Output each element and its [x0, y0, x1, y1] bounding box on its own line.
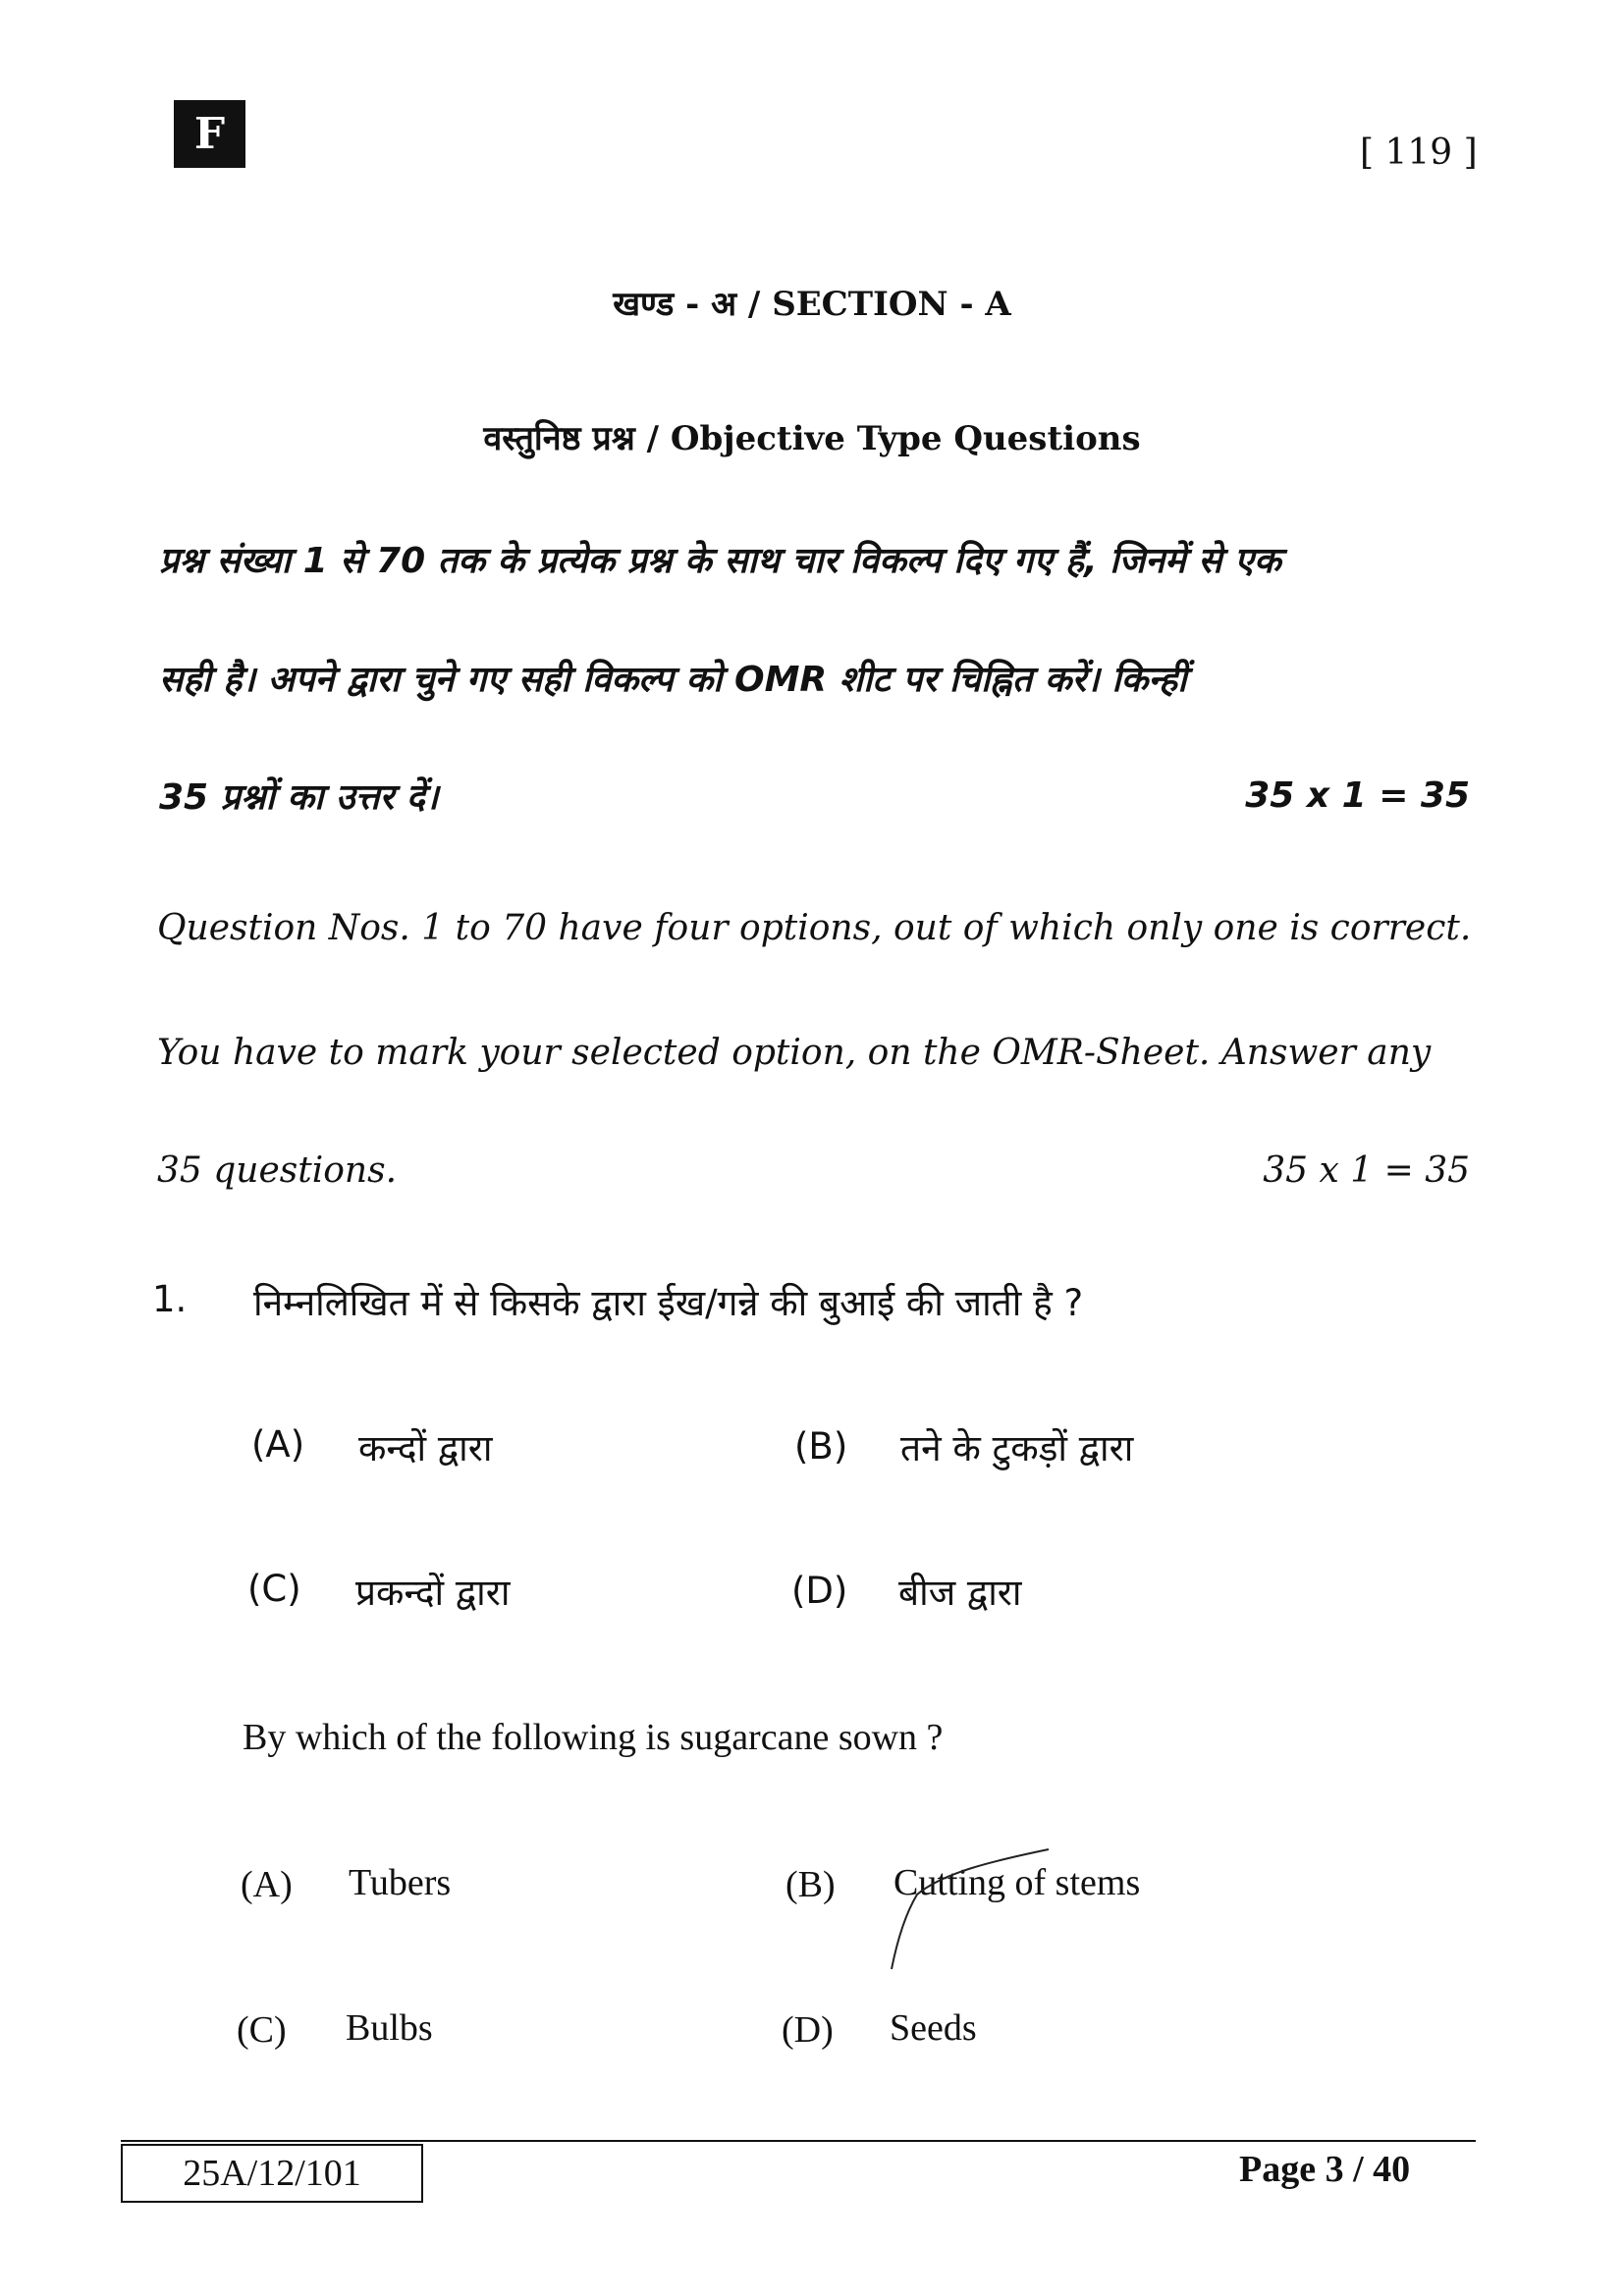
option-text-c-hi: प्रकन्दों द्वारा — [355, 1572, 511, 1614]
instruction-hi-line1: प्रश्न संख्या 1 से 70 तक के प्रत्येक प्रश्न के साथ चार विकल्प दिए गए हैं, जिनमें से एक — [159, 541, 1281, 581]
marks-hi: 35 x 1 = 35 — [1245, 775, 1470, 816]
option-label-c-en: (C) — [237, 2009, 287, 2051]
option-text-b-en: Cutting of stems — [893, 1862, 1141, 1903]
option-text-b-hi: तने के टुकड़ों द्वारा — [900, 1427, 1134, 1469]
instruction-en-line3: 35 questions. — [157, 1150, 398, 1191]
option-label-d-en: (D) — [782, 2009, 834, 2051]
option-label-b-hi: (B) — [794, 1425, 848, 1468]
set-code-badge: F — [174, 100, 245, 168]
option-text-d-en: Seeds — [890, 2007, 977, 2049]
question-number: 1. — [152, 1278, 188, 1320]
section-subtitle: वस्तुनिष्ठ प्रश्न / Objective Type Questions — [483, 419, 1141, 458]
question-text-en: By which of the following is sugarcane sown ? — [243, 1717, 944, 1758]
option-label-c-hi: (C) — [247, 1568, 301, 1610]
question-text-hi: निम्नलिखित में से किसके द्वारा ईख/गन्ने की बुआई की जाती है ? — [253, 1282, 1084, 1324]
marks-en: 35 x 1 = 35 — [1263, 1150, 1470, 1191]
instruction-hi-line3: 35 प्रश्नों का उत्तर दें। — [159, 777, 439, 818]
footer-divider — [121, 2140, 1476, 2142]
handwritten-tick-mark — [884, 1845, 1060, 1973]
option-label-a-hi: (A) — [251, 1423, 305, 1466]
option-text-c-en: Bulbs — [346, 2007, 433, 2049]
option-label-b-en: (B) — [785, 1864, 836, 1905]
option-label-a-en: (A) — [241, 1864, 293, 1905]
page-number: Page 3 / 40 — [1239, 2149, 1411, 2190]
option-text-d-hi: बीज द्वारा — [898, 1572, 1022, 1614]
instruction-hi-line2: सही है। अपने द्वारा चुने गए सही विकल्प को OMR शीट पर चिह्नित करें। किन्हीं — [159, 660, 1187, 700]
option-label-d-hi: (D) — [791, 1570, 848, 1612]
paper-code: 25A/12/101 — [121, 2144, 423, 2203]
instruction-en-line1: Question Nos. 1 to 70 have four options, out of which only one is correct. — [157, 908, 1472, 948]
instruction-en-line2: You have to mark your selected option, on the OMR-Sheet. Answer any — [157, 1033, 1432, 1073]
section-title: खण्ड - अ / SECTION - A — [613, 285, 1011, 324]
option-text-a-hi: कन्दों द्वारा — [358, 1427, 493, 1469]
page-marker: [ 119 ] — [1360, 133, 1478, 173]
option-text-a-en: Tubers — [349, 1862, 452, 1903]
